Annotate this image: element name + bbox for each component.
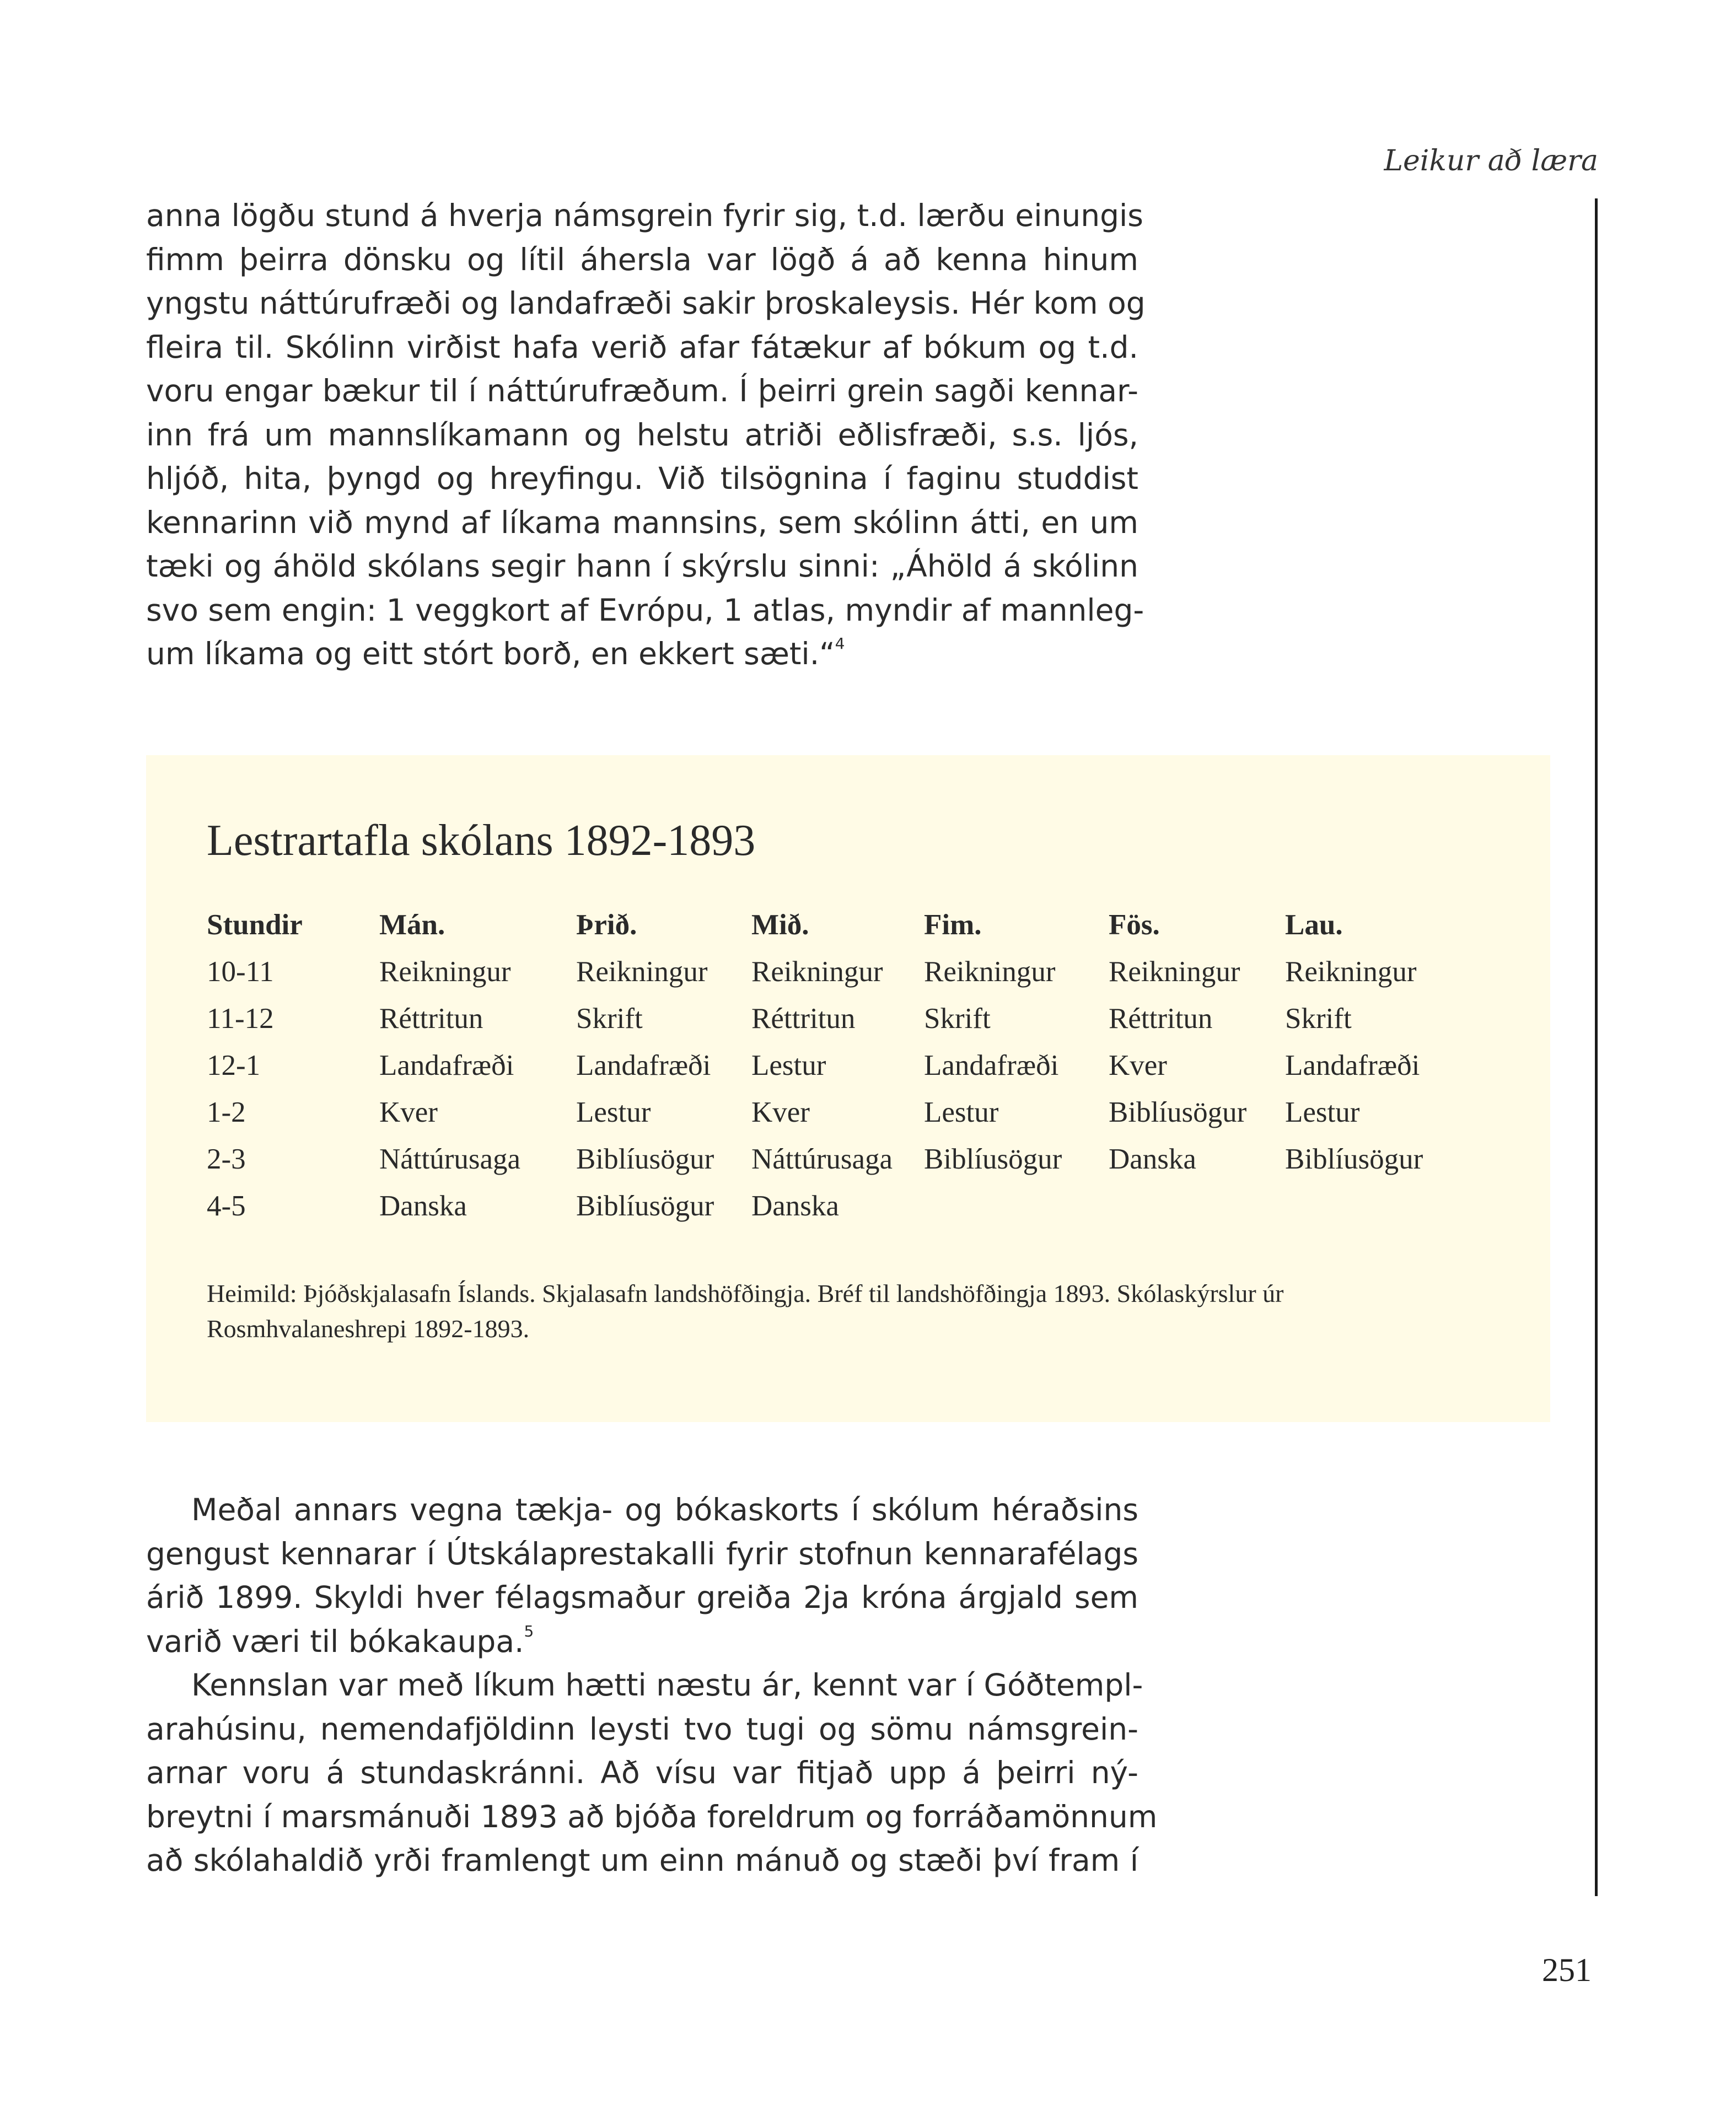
- text-line: fimm þeirra dönsku og lítil áhersla var lögð á að kenna hinum: [146, 241, 1138, 277]
- table-cell: Danska: [1109, 1143, 1196, 1175]
- table-cell: 1-2: [207, 1096, 246, 1128]
- column-header: Þrið.: [576, 908, 637, 941]
- table-cell: 11-12: [207, 1002, 274, 1035]
- table-cell: [1109, 1182, 1285, 1229]
- table-row: [207, 1042, 1461, 1089]
- table-cell: Reikningur: [1285, 955, 1417, 988]
- text-line: anna lögðu stund á hverja námsgrein fyrir sig, t.d. lærðu einungis: [146, 198, 1143, 233]
- table-cell: Réttritun: [379, 1002, 483, 1035]
- table-cell: Lestur: [1285, 1096, 1360, 1128]
- table-cell: 12-1: [207, 1049, 261, 1081]
- text-line: gengust kennarar í Útskálaprestakalli fyrir stofnun kennarafélags: [146, 1536, 1138, 1571]
- table-header-row: [207, 901, 1461, 948]
- table-cell: Reikningur: [751, 955, 883, 988]
- text-line: Meðal annars vegna tækja- og bókaskorts í skólum héraðsins: [191, 1492, 1138, 1527]
- text-line: arahúsinu, nemendafjöldinn leysti tvo tugi og sömu námsgrein-: [146, 1711, 1138, 1747]
- table-cell: Réttritun: [751, 1002, 856, 1035]
- text-line: að skólahaldið yrði framlengt um einn mánuð og stæði því fram í: [146, 1843, 1138, 1878]
- column-header: Stundir: [207, 908, 303, 941]
- column-header: Fim.: [924, 908, 982, 941]
- table-cell: Réttritun: [1109, 1002, 1213, 1035]
- table-cell: Biblíusögur: [1285, 1143, 1423, 1175]
- table-cell: Landafræði: [576, 1049, 711, 1081]
- table-cell: Skrift: [924, 1002, 991, 1035]
- table-cell: Lestur: [576, 1096, 651, 1128]
- table-row: [207, 948, 1461, 995]
- table-cell: Landafræði: [1285, 1049, 1420, 1081]
- text-line: Kennslan var með líkum hætti næstu ár, kennt var í Góðtempl-: [191, 1667, 1143, 1703]
- table-cell: Kver: [1109, 1049, 1167, 1081]
- table-cell: Skrift: [1285, 1002, 1352, 1035]
- table-row: [207, 1135, 1461, 1182]
- column-header: Mið.: [751, 908, 809, 941]
- table-cell: Reikningur: [924, 955, 1056, 988]
- page-number: 251: [1542, 1952, 1592, 1988]
- table-cell: Kver: [751, 1096, 810, 1128]
- table-cell: Biblíusögur: [576, 1143, 714, 1175]
- schedule-panel: [146, 755, 1550, 1422]
- table-cell: Náttúrusaga: [379, 1143, 521, 1175]
- text-line: árið 1899. Skyldi hver félagsmaður greiða 2ja króna árgjald sem: [146, 1580, 1138, 1615]
- table-row: [207, 1089, 1461, 1135]
- table-cell: Landafræði: [379, 1049, 514, 1081]
- table-cell: Biblíusögur: [576, 1189, 714, 1222]
- table-row: [207, 1182, 1461, 1229]
- table-row: [207, 995, 1461, 1042]
- table-cell: 2-3: [207, 1143, 246, 1175]
- table-cell: Kver: [379, 1096, 438, 1128]
- table-cell: [1285, 1182, 1461, 1229]
- text-line: breytni í marsmánuði 1893 að bjóða foreldrum og forráðamönnum: [146, 1799, 1158, 1834]
- table-cell: Reikningur: [379, 955, 511, 988]
- paragraph-top: [146, 194, 1146, 676]
- text-line: hljóð, hita, þyngd og hreyfingu. Við tilsögnina í faginu studdist: [146, 461, 1138, 496]
- table-cell: Lestur: [924, 1096, 999, 1128]
- running-head-title: Leikur að læra: [1384, 144, 1598, 177]
- table-cell: Biblíusögur: [924, 1143, 1062, 1175]
- column-header: Fös.: [1109, 908, 1160, 941]
- column-header: Mán.: [379, 908, 445, 941]
- table-title: Lestrartafla skólans 1892-1893: [207, 816, 756, 865]
- text-line: tæki og áhöld skólans segir hann í skýrslu sinni: „Áhöld á skólinn: [146, 548, 1138, 584]
- column-header: Lau.: [1285, 908, 1343, 941]
- text-line: arnar voru á stundaskránni. Að vísu var fitjað upp á þeirri ný-: [146, 1755, 1138, 1790]
- text-line: voru engar bækur til í náttúrufræðum. Í þeirri grein sagði kennar-: [146, 373, 1138, 408]
- footnote-ref: 4: [835, 634, 845, 653]
- text-line: fleira til. Skólinn virðist hafa verið afar fátækur af bókum og t.d.: [146, 329, 1138, 365]
- table-cell: Landafræði: [924, 1049, 1059, 1081]
- table-source-note: [207, 1276, 1502, 1347]
- table-cell: Danska: [751, 1189, 839, 1222]
- source-line: Rosmhvalaneshrepi 1892-1893.: [207, 1315, 530, 1343]
- table-cell: Danska: [379, 1189, 467, 1222]
- text-line-last: [146, 632, 1138, 676]
- text-line: svo sem engin: 1 veggkort af Evrópu, 1 atlas, myndir af mannleg-: [146, 592, 1144, 628]
- table-cell: Lestur: [751, 1049, 826, 1081]
- table-cell: Skrift: [576, 1002, 643, 1035]
- table-cell: [924, 1182, 1109, 1229]
- table-cell: 10-11: [207, 955, 274, 988]
- table-cell: Biblíusögur: [1109, 1096, 1247, 1128]
- margin-rule: [1595, 198, 1598, 1896]
- table-cell: Reikningur: [1109, 955, 1240, 988]
- text-line: inn frá um mannslíkamann og helstu atriði eðlisfræði, s.s. ljós,: [146, 417, 1138, 453]
- table-cell: Reikningur: [576, 955, 708, 988]
- schedule-table: [207, 901, 1461, 1229]
- text-line-content: varið væri til bókakaupa.: [146, 1623, 524, 1659]
- table-cell: 4-5: [207, 1189, 246, 1222]
- footnote-ref: 5: [524, 1622, 534, 1640]
- paragraphs-bottom: [146, 1488, 1158, 1883]
- text-line-last: [146, 1620, 1138, 1664]
- text-line-content: um líkama og eitt stórt borð, en ekkert sæti.“: [146, 636, 835, 671]
- text-line: kennarinn við mynd af líkama mannsins, sem skólinn átti, en um: [146, 504, 1138, 540]
- text-line: yngstu náttúrufræði og landafræði sakir þroskaleysis. Hér kom og: [146, 286, 1146, 321]
- source-line: Heimild: Þjóðskjalasafn Íslands. Skjalasafn landshöfðingja. Bréf til landshöfðingja 1893. Skólaskýrslur úr: [207, 1279, 1284, 1307]
- table-cell: Náttúrusaga: [751, 1143, 893, 1175]
